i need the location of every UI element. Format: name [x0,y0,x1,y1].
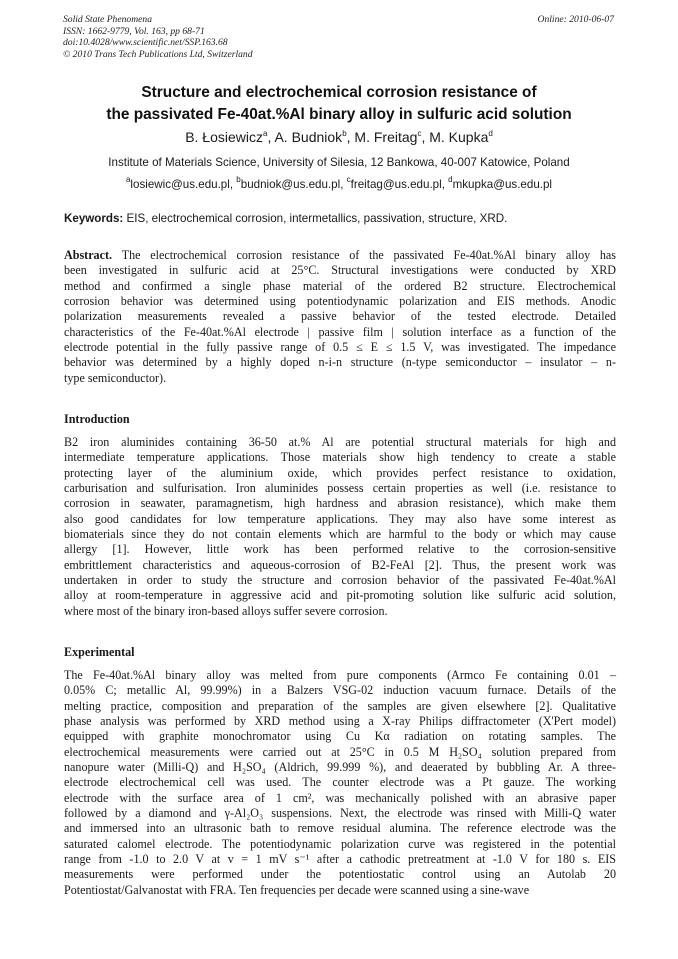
text-line-content: range from -1.0 to 2.0 V at v = 1 mV s⁻¹ after a cathodic pretreatment at -1.0 V for 180 s. EIS [64,851,616,866]
text-line-content: followed by a diamond and γ-Al₂O₃ suspensions. Next, the electrode was rinsed with Milli-Q water [64,805,616,820]
journal-name: Solid State Phenomena [63,14,152,25]
abstract-label: Abstract. [64,248,122,262]
email-address: freitag@us.edu.pl [350,178,442,191]
text-line-content: Potentiostat/Galvanostat with FRA. Ten frequencies per decade were scanned using a sine-wave [64,882,530,897]
text-line-content: undertaken in order to study the structure and corrosion behavior of the passivated Fe-40at.%Al [64,572,616,587]
email-separator: , [229,178,237,191]
text-line [64,729,616,744]
email-mark: d [448,175,453,184]
text-line [64,699,616,714]
abstract [64,248,616,386]
text-line-content: measurements were performed under the potentiostatic control using an Autolab 20 [64,867,616,882]
experimental-heading: Experimental [64,645,135,659]
text-line-content: equipped with graphite monochromator using Cu Kα radiation on rotating samples. The [64,729,616,744]
text-line [64,806,616,821]
author-separator: , [346,129,355,145]
text-line-content: The electrochemical corrosion resistance of the passivated Fe-40at.%Al binary alloy has [121,248,616,262]
email-address: mkupka@us.edu.pl [452,178,553,191]
text-line-content: allergy [1]. However, little work has been performed relative to the corrosion-sensitive [64,542,616,557]
introduction-body [64,435,616,619]
text-line [64,852,616,867]
email-separator: , [340,178,347,191]
text-line [64,496,616,511]
author-name: M. Freitag [354,129,418,145]
text-line-content: and immersed into an ultrasonic bath to remove residual alumina. The reference electrode was the [64,821,616,836]
text-line-content: intermediate temperature applications. Those materials show high tendency to create a stable [64,450,616,465]
text-line [64,450,616,465]
author-name: M. Kupka [429,129,489,145]
text-line-content: carburisation and sulfurisation. Iron aluminides possess certain properties as well (i.e. resistance to [64,480,616,495]
text-line [64,573,616,588]
email-mark: b [236,175,241,184]
text-line-content: characteristics of the Fe-40at.%Al electrode | passive film | solution interface as a function of the [64,324,616,339]
text-line [64,883,616,898]
text-line [64,837,616,852]
text-line [64,512,616,527]
text-line-content: 0.05% C; metallic Al, 99.99%) in a Balzers VSG-02 induction vacuum furnace. Details of the [64,683,616,698]
text-line [64,527,616,542]
experimental-body [64,668,616,898]
text-line-content: corrosion behavior was determined using potentiodynamic polarization and EIS methods. Anodic [64,293,616,308]
paper-title-line-1: Structure and electrochemical corrosion resistance of [141,84,537,101]
text-line-content: type semiconductor). [64,370,167,385]
journal-header [63,14,253,60]
text-line-content: phase analysis was performed by XRD method using a X-ray Philips diffractometer (X'Pert model) [64,713,616,728]
text-line [64,248,616,263]
text-line [64,821,616,836]
text-line-content: protecting layer of the aluminium oxide, which provides perfect resistance to oxidation, [64,465,616,480]
text-line [64,279,616,294]
text-line [64,466,616,481]
text-line [64,867,616,882]
text-line-content: embrittlement characteristics and aqueous-corrosion of B2-FeAl [2]. Thus, the present work was [64,557,616,572]
email-mark: a [125,175,131,184]
text-line [64,340,616,355]
introduction-heading: Introduction [64,412,130,426]
text-line [64,435,616,450]
text-line [64,558,616,573]
issn-line: ISSN: 1662-9779, Vol. 163, pp 68-71 [63,25,205,37]
keywords [64,211,624,226]
email-separator: , [441,178,449,191]
text-line-content: corrosion in seawater, paramagnetism, high hardness and abrasion resistance), which make them [64,496,616,511]
text-line-content: B2 iron aluminides containing 36-50 at.% Al are potential structural materials for high and [64,435,616,449]
author-separator: , [421,129,430,145]
email-address: losiewic@us.edu.pl [130,178,230,191]
author-affiliation-mark: d [488,129,493,138]
text-line-content: electrode potential in the fully passive range of 0.5 ≤ E ≤ 1.5 V, was investigated. The impedance [64,339,616,354]
online-date: Online: 2010-06-07 [537,14,614,25]
text-line [64,309,616,324]
text-line-content: nanopure water (Milli-Q) and H₂SO₄ (Aldrich, 99.999 %), and deaerated by bubbling Ar. A three- [64,759,616,774]
text-line-content: also good candidates for low temperature applications. They may also have some interest as [64,511,616,526]
text-line [64,588,616,603]
text-line-content: electrode electrochemical cell was used. The counter electrode was a Pt gauze. The working [64,775,616,790]
keywords-label: Keywords: [64,212,124,225]
email-list [40,177,638,192]
copyright-line: © 2010 Trans Tech Publications Ltd, Switzerland [63,48,253,60]
text-line [64,294,616,309]
text-line-content: melting practice, composition and preparation of the samples are given elsewhere [2]. Qualitative [64,698,616,713]
author-list [40,128,638,146]
text-line [64,683,616,698]
text-line-content: electrode with the surface area of 1 cm², was mechanically polished with an abrasive paper [64,790,616,805]
text-line-content: where most of the binary iron-based alloys suffer severe corrosion. [64,603,388,618]
text-line [64,775,616,790]
text-line-content: polarization measurements revealed a passive behavior of the tested electrode. Detailed [64,309,616,324]
author-name: A. Budniok [274,129,343,145]
affiliation: Institute of Materials Science, University of Silesia, 12 Bankowa, 40-007 Katowice, Poland [108,156,570,169]
text-line [64,668,616,683]
author-separator: , [267,129,275,145]
text-line [64,355,616,370]
author-name: B. Łosiewicz [185,129,263,145]
text-line-content: method and confirmed a single phase material of the ordered B2 structure. Electrochemical [64,278,616,293]
text-line [64,714,616,729]
text-line-content: biomaterials since they do not contain elements which are harmful to the body or which may cause [64,526,616,541]
text-line-content: behavior was determined by a highly doped n-i-n structure (n-type semiconductor – insulator – n- [64,355,616,370]
text-line-content: alloy at room-temperature in aggressive acid and pit-promoting solution like sulfuric acid solution, [64,588,616,603]
paper-title-line-2: the passivated Fe-40at.%Al binary alloy in sulfuric acid solution [106,106,572,123]
text-line-content: electrochemical measurements were carried out at 25°C in 0.5 M H₂SO₄ solution prepared from [64,744,616,759]
doi-line: doi:10.4028/www.scientific.net/SSP.163.68 [63,37,228,48]
text-line [64,263,616,278]
text-line-content: been investigated in sulfuric acid at 25°C. Structural investigations were conducted by XRD [64,263,616,278]
email-mark: c [346,175,351,184]
text-line [64,745,616,760]
text-line [64,481,616,496]
text-line [64,791,616,806]
author-affiliation-mark: a [263,129,268,138]
text-line [64,325,616,340]
text-line [64,371,616,386]
email-address: budniok@us.edu.pl [240,178,341,191]
text-line [64,542,616,557]
author-affiliation-mark: b [342,129,347,138]
text-line [64,604,616,619]
author-affiliation-mark: c [417,129,422,138]
keywords-text: EIS, electrochemical corrosion, intermetallics, passivation, structure, XRD. [126,212,508,225]
text-line-content: The Fe-40at.%Al binary alloy was melted from pure components (Armco Fe containing 0.01 – [64,668,616,682]
text-line [64,760,616,775]
text-line-content: saturated calomel electrode. The potentiodynamic polarization curve was registered in the potential [64,836,616,851]
